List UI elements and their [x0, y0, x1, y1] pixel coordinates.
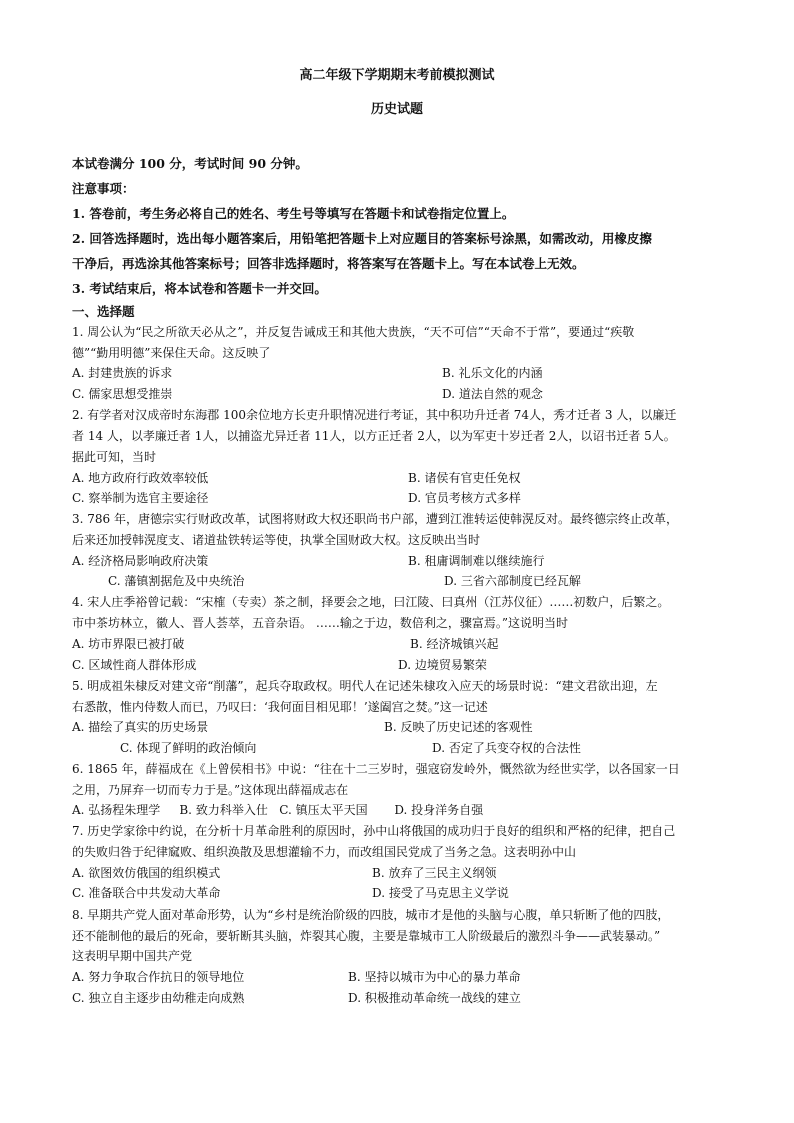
- q6-stem-line-1: 6. 1865 年，薛福成在《上曾侯相书》中说：“往在十二三岁时，强寇窃发岭外，慨然欲为经世实学，以各国家一日: [72, 762, 680, 776]
- q7-option-a: A. 欲图效仿俄国的组织模式: [72, 866, 221, 880]
- q4-option-b: B. 经济城镇兴起: [410, 637, 499, 651]
- note-2-line-1: 2. 回答选择题时，选出每小题答案后，用铅笔把答题卡上对应题目的答案标号涂黑，如需改动，用橡皮擦: [72, 231, 652, 246]
- q1-option-b: B. 礼乐文化的内涵: [442, 366, 543, 380]
- q8-option-b: B. 坚持以城市为中心的暴力革命: [348, 970, 521, 984]
- q4-option-d: D. 边境贸易繁荣: [398, 658, 487, 672]
- q5-stem-line-2: 右悉散，惟内侍数人而已，乃叹曰：‘我何面目相见耶！’遂阖宫之焚。”这一记述: [72, 700, 488, 714]
- q1-option-c: C. 儒家思想受推崇: [72, 387, 173, 401]
- q3-option-b: B. 租庸调制难以继续施行: [408, 554, 545, 568]
- q5-option-c: C. 体现了鲜明的政治倾向: [120, 741, 257, 755]
- q3-stem-line-2: 后来还加授韩滉度支、诸道盐铁转运等使，执掌全国财政大权。这反映出当时: [72, 533, 481, 547]
- q2-option-b: B. 诸侯有官吏任免权: [408, 471, 521, 485]
- q5-option-d: D. 否定了兵变夺权的合法性: [432, 741, 581, 755]
- note-1: 1. 答卷前，考生务必将自己的姓名、考生号等填写在答题卡和试卷指定位置上。: [72, 206, 515, 221]
- q1-stem-line-1: 1. 周公认为“民之所欲天必从之”，并反复告诫成王和其他大贵族，“天不可信”“天命不于常”，要通过“疾敬: [72, 325, 635, 339]
- q5-option-a: A. 描绘了真实的历史场景: [72, 720, 209, 734]
- q6-stem-line-2: 之用，乃屏弃一切而专力于是。”这体现出薛福成志在: [72, 783, 349, 797]
- q8-option-d: D. 积极推动革命统一战线的建立: [348, 991, 521, 1005]
- q4-stem-line-2: 市中茶坊林立，徽人、晋人荟萃，五音杂语。 ……输之于边，数倍利之，骤富焉。”这说明当时: [72, 616, 568, 630]
- q1-option-a: A. 封建贵族的诉求: [72, 366, 173, 380]
- intro-score: 本试卷满分 100 分，考试时间 90 分钟。: [72, 156, 308, 171]
- q5-stem-line-1: 5. 明成祖朱棣反对建文帝“削藩”，起兵夺取政权。明代人在记述朱棣攻入应天的场景时说：“建文君欲出迎，左: [72, 679, 658, 693]
- q3-option-d: D. 三省六部制度已经瓦解: [444, 574, 581, 588]
- q1-option-d: D. 道法自然的观念: [442, 387, 543, 401]
- q6-options: A. 弘扬程朱理学 B. 致力科举入仕 C. 镇压太平天国 D. 投身洋务自强: [72, 803, 484, 817]
- q3-option-a: A. 经济格局影响政府决策: [72, 554, 209, 568]
- q7-option-c: C. 准备联合中共发动大革命: [72, 886, 221, 900]
- exam-title: 高二年级下学期期末考前模拟测试: [299, 68, 495, 83]
- q2-option-c: C. 察举制为选官主要途径: [72, 491, 209, 505]
- q7-option-d: D. 接受了马克思主义学说: [372, 886, 509, 900]
- notes-title: 注意事项：: [72, 181, 135, 196]
- q7-stem-line-1: 7. 历史学家徐中约说，在分析十月革命胜利的原因时，孙中山将俄国的成功归于良好的组织和严格的纪律，把自己: [72, 824, 676, 838]
- exam-subtitle: 历史试题: [370, 102, 423, 117]
- q2-option-a: A. 地方政府行政效率较低: [72, 471, 209, 485]
- q3-option-c: C. 藩镇割据危及中央统治: [108, 574, 245, 588]
- q4-option-c: C. 区域性商人群体形成: [72, 658, 197, 672]
- note-3: 3. 考试结束后，将本试卷和答题卡一并交回。: [72, 281, 327, 296]
- q5-option-b: B. 反映了历史记述的客观性: [384, 720, 533, 734]
- q8-option-c: C. 独立自主逐步由幼稚走向成熟: [72, 991, 245, 1005]
- q4-stem-line-1: 4. 宋人庄季裕曾记载：“宋榷（专卖）茶之制，择要会之地，曰江陵、曰真州（江苏仪征）……初数户，后繁之。: [72, 595, 670, 609]
- q2-stem-line-2: 者 14 人，以孝廉迁者 1人，以捕盗尤异迁者 11人，以方正迁者 2人，以为军吏十岁迁者 2人，以诏书迁者 5人。: [72, 429, 676, 443]
- q1-stem-line-2: 德”“勤用明德”来保住天命。这反映了: [72, 346, 271, 360]
- q8-stem-line-2: 还不能制他的最后的死命，要斩断其头脑，炸裂其心腹，主要是靠城市工人阶级最后的激烈斗争——武装暴动。”: [72, 929, 661, 943]
- q7-option-b: B. 放弃了三民主义纲领: [372, 866, 497, 880]
- q7-stem-line-2: 的失败归咎于纪律窳败、组织涣散及思想灌输不力，而改组国民党成了当务之急。这表明孙中山: [72, 845, 577, 859]
- note-2-line-2: 干净后，再选涂其他答案标号；回答非选择题时，将答案写在答题卡上。写在本试卷上无效。: [72, 256, 585, 271]
- q4-option-a: A. 坊市界限已被打破: [72, 637, 185, 651]
- q3-stem-line-1: 3. 786 年，唐德宗实行财政改革，试图将财政大权还职尚书户部，遭到江淮转运使韩滉反对。最终德宗终止改革，: [72, 512, 678, 526]
- q8-stem-line-1: 8. 早期共产党人面对革命形势，认为“乡村是统治阶级的四肢，城市才是他的头脑与心腹，单只斩断了他的四肢，: [72, 908, 670, 922]
- q8-stem-line-3: 这表明早期中国共产党: [72, 949, 193, 963]
- q2-stem-line-3: 据此可知，当时: [72, 450, 157, 464]
- section-heading: 一、选择题: [72, 304, 135, 319]
- q2-option-d: D. 官员考核方式多样: [408, 491, 521, 505]
- q2-stem-line-1: 2. 有学者对汉成帝时东海郡 100余位地方长吏升职情况进行考证，其中积功升迁者 74人，秀才迁者 3 人，以廉迁: [72, 408, 677, 422]
- q8-option-a: A. 努力争取合作抗日的领导地位: [72, 970, 245, 984]
